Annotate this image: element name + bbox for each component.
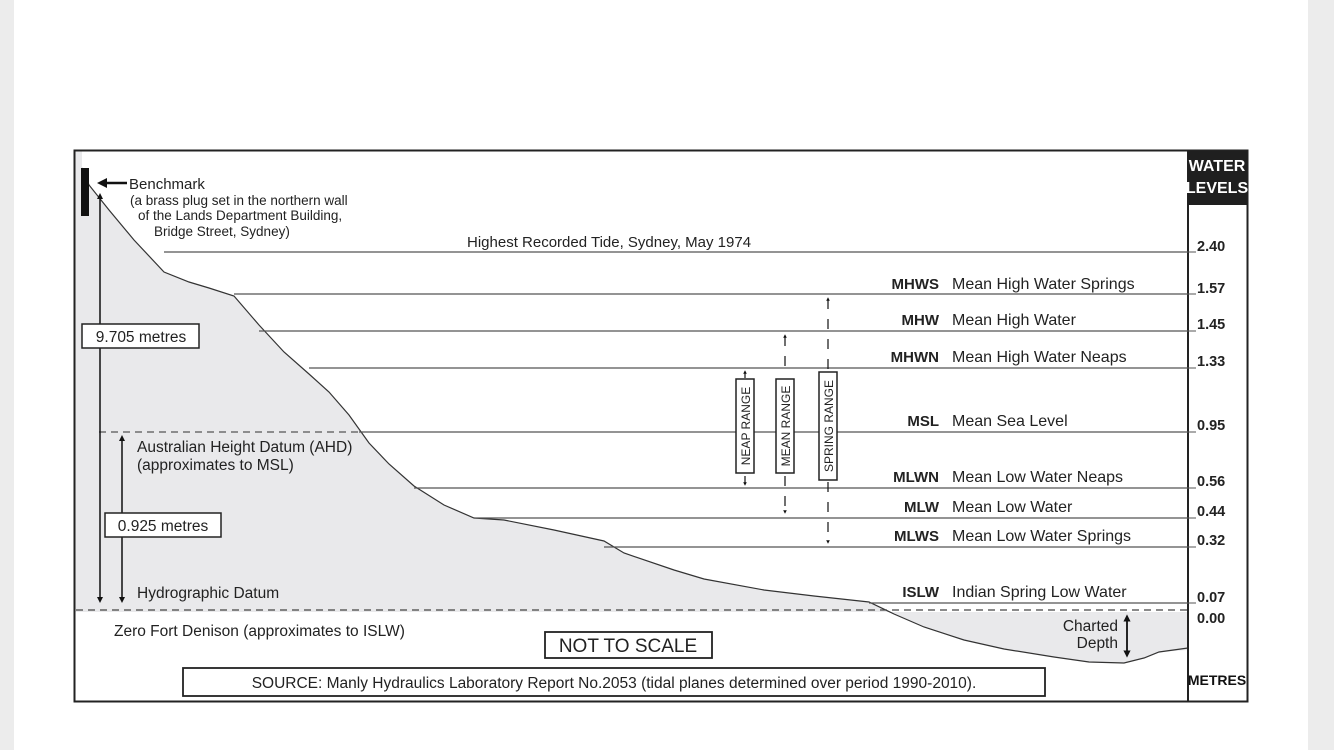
axis-title-water: WATER	[1188, 158, 1246, 175]
mlwn-value: 0.56	[1197, 474, 1226, 490]
axis-unit-metres: METRES	[1187, 672, 1247, 688]
mean-range-label: MEAN RANGE	[779, 385, 793, 467]
mlws-name: Mean Low Water Springs	[952, 528, 1132, 545]
level-mhw	[902, 312, 1226, 333]
benchmark-plug	[81, 168, 89, 216]
level-msl	[907, 413, 1225, 434]
axis-title-levels: LEVELS	[1185, 180, 1249, 197]
source-label: SOURCE: Manly Hydraulics Laboratory Report No.2053 (tidal planes determined over period 1990-2010).	[251, 675, 977, 692]
page-background	[14, 0, 1308, 750]
charted-depth-label-1: Charted	[1062, 618, 1118, 635]
tidal-planes-diagram	[14, 0, 1308, 750]
mlw-abbr: MLW	[904, 499, 939, 516]
spring-range-label: SPRING RANGE	[822, 379, 836, 473]
value-leaders	[1188, 252, 1196, 603]
mhwn-abbr: MHWN	[890, 349, 939, 366]
mhws-name: Mean High Water Springs	[952, 276, 1135, 293]
level-mlwn	[893, 469, 1225, 490]
islw-name: Indian Spring Low Water	[952, 584, 1127, 601]
ahd-height-label: 0.925 metres	[117, 518, 209, 535]
mlwn-name: Mean Low Water Neaps	[952, 469, 1124, 486]
benchmark-desc-2: of the Lands Department Building,	[138, 208, 343, 223]
level-mhwn	[891, 349, 1226, 370]
mhws-abbr: MHWS	[891, 276, 939, 293]
highest-tide-label: Highest Recorded Tide, Sydney, May 1974	[467, 234, 752, 251]
mean-range-indicator	[776, 336, 794, 512]
spring-range-indicator	[819, 299, 837, 542]
mlws-value: 0.32	[1197, 533, 1226, 549]
charted-depth-label-2: Depth	[1076, 635, 1118, 652]
zero-fort-denison-label: Zero Fort Denison (approximates to ISLW)	[114, 623, 405, 640]
ahd-label-1: Australian Height Datum (AHD)	[137, 439, 353, 456]
ahd-label-2: (approximates to MSL)	[137, 457, 294, 474]
msl-name: Mean Sea Level	[952, 413, 1068, 430]
mhwn-value: 1.33	[1197, 354, 1226, 370]
mhwn-name: Mean High Water Neaps	[952, 349, 1127, 366]
benchmark-label: Benchmark	[129, 176, 205, 193]
msl-abbr: MSL	[907, 413, 939, 430]
not-to-scale-label: NOT TO SCALE	[558, 636, 698, 657]
level-mlw	[904, 499, 1225, 520]
mlws-abbr: MLWS	[894, 528, 939, 545]
mlw-name: Mean Low Water	[952, 499, 1073, 516]
total-height-label: 9.705 metres	[95, 329, 187, 346]
mhw-value: 1.45	[1197, 317, 1226, 333]
level-mlws	[894, 528, 1225, 549]
mlwn-abbr: MLWN	[893, 469, 939, 486]
value-2-40: 2.40	[1197, 239, 1226, 255]
islw-abbr: ISLW	[902, 584, 939, 601]
mhws-value: 1.57	[1197, 281, 1226, 297]
value-0-00: 0.00	[1197, 611, 1226, 627]
mhw-name: Mean High Water	[952, 312, 1076, 329]
mlw-value: 0.44	[1197, 504, 1226, 520]
neap-range-indicator	[736, 372, 754, 484]
islw-value: 0.07	[1197, 590, 1226, 606]
hydrographic-datum-label: Hydrographic Datum	[137, 585, 280, 602]
benchmark-desc-3: Bridge Street, Sydney)	[154, 224, 290, 239]
neap-range-label: NEAP RANGE	[739, 386, 753, 466]
mhw-abbr: MHW	[901, 312, 939, 329]
benchmark-desc-1: (a brass plug set in the northern wall	[130, 193, 348, 208]
msl-value: 0.95	[1197, 418, 1226, 434]
